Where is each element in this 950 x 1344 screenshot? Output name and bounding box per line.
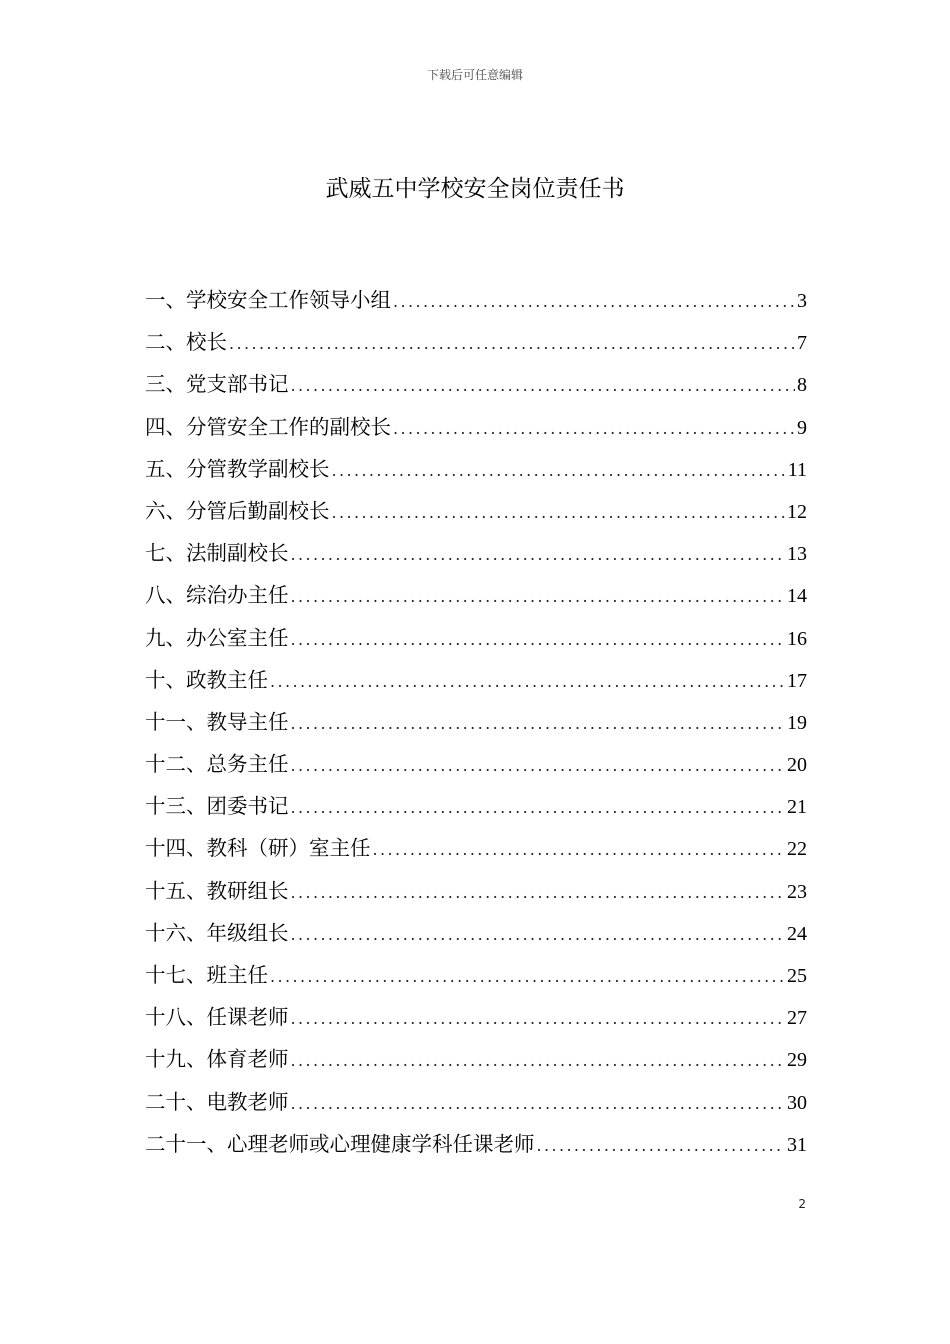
toc-entry-label: 分管后勤副校长 — [186, 498, 330, 523]
toc-entry-page: 31 — [787, 1133, 807, 1156]
toc-entry[interactable] — [145, 960, 807, 1002]
toc-entry[interactable] — [145, 496, 807, 538]
toc-entry-number: 三、 — [145, 372, 186, 397]
dot-leader — [291, 751, 786, 781]
toc-entry-number: 一、 — [145, 288, 186, 312]
toc-entry[interactable] — [145, 285, 807, 327]
toc-entry[interactable] — [145, 1044, 807, 1086]
toc-entry-page: 16 — [787, 627, 807, 650]
dot-leader — [270, 962, 785, 992]
toc-entry[interactable] — [145, 665, 807, 707]
toc-entry-page: 14 — [787, 585, 807, 608]
toc-entry-number: 八、 — [145, 583, 186, 608]
toc-entry-page: 19 — [787, 711, 807, 734]
toc-entry-page: 8 — [797, 374, 807, 397]
dot-leader — [393, 414, 795, 444]
toc-entry-label: 心理老师或心理健康学科任课老师 — [227, 1131, 535, 1156]
dot-leader — [291, 1004, 786, 1034]
toc-entry-label: 分管安全工作的副校长 — [186, 414, 391, 439]
toc-entry[interactable] — [145, 833, 807, 875]
toc-entry[interactable] — [145, 707, 807, 749]
toc-entry-number: 二十一、 — [145, 1131, 227, 1156]
toc-entry[interactable] — [145, 1002, 807, 1044]
toc-entry-label: 团委书记 — [206, 794, 289, 819]
dot-leader — [291, 540, 786, 570]
toc-entry-number: 十六、 — [145, 920, 207, 945]
toc-entry-label: 校长 — [186, 330, 227, 355]
toc-entry-number: 十四、 — [145, 836, 207, 861]
toc-entry[interactable] — [145, 791, 807, 833]
toc-entry-page: 23 — [787, 880, 807, 903]
toc-entry-page: 29 — [787, 1049, 807, 1072]
toc-entry[interactable] — [145, 1129, 807, 1171]
dot-leader — [291, 878, 786, 908]
toc-entry-number: 五、 — [145, 456, 186, 481]
toc-entry-label: 党支部书记 — [186, 372, 289, 397]
toc-entry-page: 22 — [787, 838, 807, 861]
toc-entry[interactable] — [145, 876, 807, 918]
toc-entry-number: 六、 — [145, 498, 186, 523]
dot-leader — [537, 1131, 786, 1161]
dot-leader — [393, 287, 795, 317]
dot-leader — [332, 498, 786, 528]
toc-entry-label: 总务主任 — [206, 752, 289, 777]
dot-leader — [291, 1046, 786, 1076]
toc-entry-page: 21 — [787, 796, 807, 819]
toc-entry-label: 教导主任 — [206, 709, 289, 734]
toc-entry[interactable] — [145, 538, 807, 580]
toc-entry-label: 电教老师 — [206, 1089, 289, 1114]
page-number: 2 — [798, 1197, 806, 1211]
toc-entry-number: 十八、 — [145, 1005, 207, 1030]
toc-entry[interactable] — [145, 1087, 807, 1129]
toc-entry-number: 十九、 — [145, 1047, 207, 1072]
toc-entry-page: 24 — [787, 922, 807, 945]
toc-entry-page: 12 — [787, 500, 807, 523]
toc-entry[interactable] — [145, 580, 807, 622]
toc-entry-page: 9 — [797, 416, 807, 439]
dot-leader — [373, 835, 786, 865]
dot-leader — [291, 920, 786, 950]
toc-entry-number: 二、 — [145, 330, 186, 355]
toc-entry-number: 四、 — [145, 414, 186, 439]
toc-entry-label: 年级组长 — [206, 920, 289, 945]
dot-leader — [291, 1089, 786, 1119]
dot-leader — [291, 625, 786, 655]
toc-entry[interactable] — [145, 918, 807, 960]
toc-entry-number: 七、 — [145, 541, 186, 566]
toc-entry-number: 九、 — [145, 625, 186, 650]
dot-leader — [332, 456, 786, 486]
toc-entry-label: 教研组长 — [206, 878, 289, 903]
toc-entry-number: 十、 — [145, 667, 186, 692]
toc-entry-page: 13 — [787, 543, 807, 566]
dot-leader — [229, 329, 795, 359]
toc-entry-number: 十三、 — [145, 794, 207, 819]
toc-entry-label: 教科（研）室主任 — [206, 836, 371, 861]
toc-entry-number: 十二、 — [145, 752, 207, 777]
document-title: 武威五中学校安全岗位责任书 — [325, 176, 625, 202]
toc-entry-page: 7 — [797, 332, 807, 355]
toc-entry-label: 法制副校长 — [186, 541, 289, 566]
toc-entry[interactable] — [145, 623, 807, 665]
toc-entry-page: 25 — [787, 965, 807, 987]
dot-leader — [291, 582, 786, 612]
toc-entry-page: 30 — [787, 1091, 807, 1114]
toc-entry-label: 政教主任 — [186, 667, 268, 692]
toc-entry[interactable] — [145, 327, 807, 369]
toc-entry-page: 17 — [787, 669, 807, 692]
toc-entry-label: 体育老师 — [206, 1047, 289, 1072]
toc-entry[interactable] — [145, 749, 807, 791]
toc-entry-label: 学校安全工作领导小组 — [186, 288, 391, 312]
toc-entry-number: 二十、 — [145, 1089, 207, 1114]
toc-entry-label: 办公室主任 — [186, 625, 289, 650]
toc-entry-label: 任课老师 — [206, 1005, 289, 1030]
toc-entry-label: 班主任 — [206, 963, 268, 987]
toc-entry-page: 27 — [787, 1007, 807, 1030]
dot-leader — [291, 709, 786, 739]
toc-entry[interactable] — [145, 412, 807, 454]
toc-entry-page: 20 — [787, 754, 807, 777]
toc-entry-page: 11 — [787, 458, 807, 481]
toc-entry-number: 十五、 — [145, 878, 207, 903]
toc-entry-page: 3 — [797, 290, 807, 312]
toc-entry-number: 十七、 — [145, 963, 207, 987]
toc-entry[interactable] — [145, 369, 807, 411]
page-header: 下载后可任意编辑 — [426, 68, 523, 82]
table-of-contents — [145, 285, 807, 1171]
toc-entry[interactable] — [145, 454, 807, 496]
dot-leader — [270, 667, 785, 697]
toc-entry-number: 十一、 — [145, 709, 207, 734]
toc-entry-label: 综治办主任 — [186, 583, 289, 608]
dot-leader — [291, 371, 796, 401]
toc-entry-label: 分管教学副校长 — [186, 456, 330, 481]
dot-leader — [291, 793, 786, 823]
